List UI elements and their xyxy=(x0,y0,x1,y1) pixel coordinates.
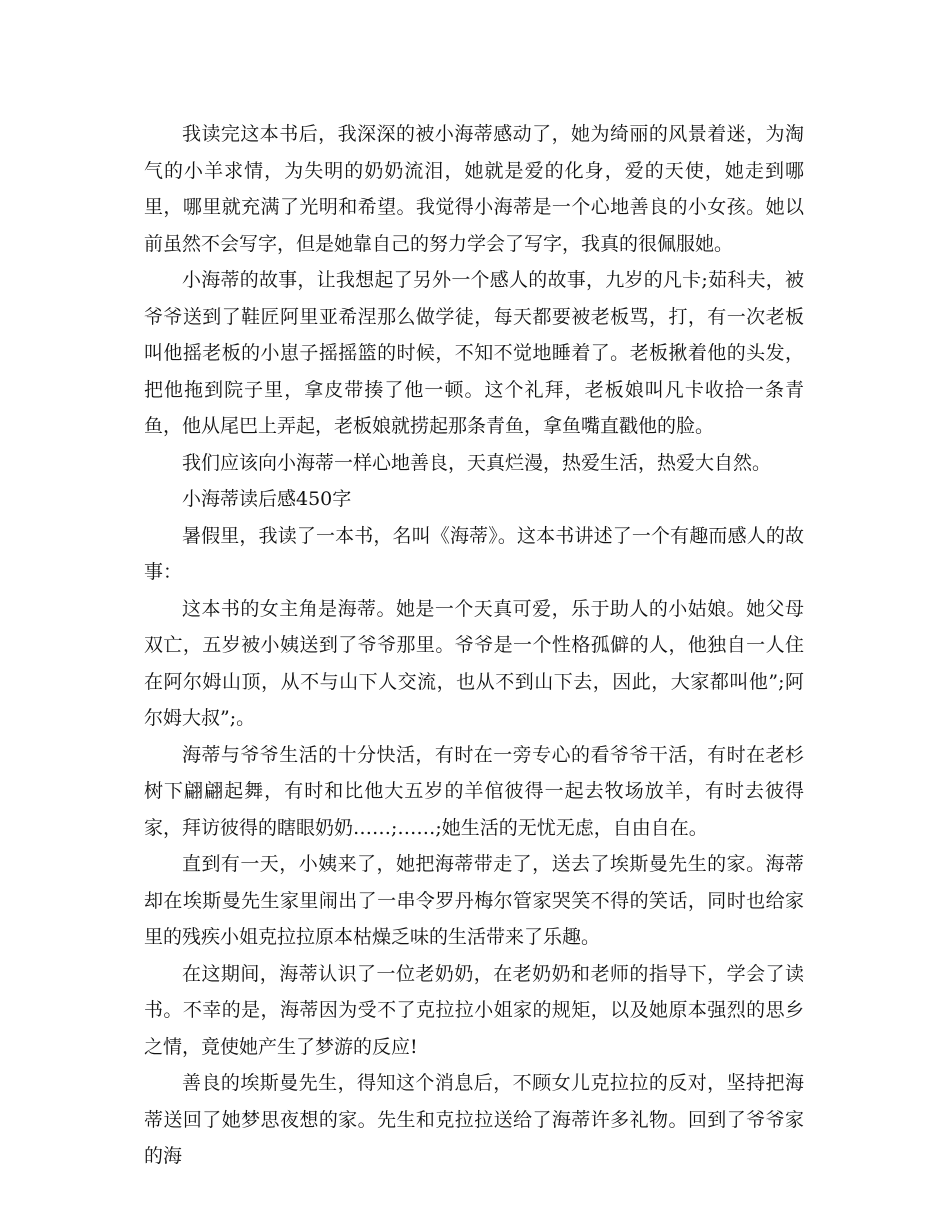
paragraph-3: 我们应该向小海蒂一样心地善良，天真烂漫，热爱生活，热爱大自然。 xyxy=(182,451,772,474)
paragraph-7: 直到有一天，小姨来了，她把海蒂带走了，送去了埃斯曼先生的家。海蒂却在埃斯曼先生家里闹出了一串令罗丹梅尔管家哭笑不得的笑话，同时也给家里的残疾小姐克拉拉原本枯燥乏味的生活带来了乐趣。 xyxy=(144,853,804,948)
paragraph-2: 小海蒂的故事，让我想起了另外一个感人的故事，九岁的凡卡;茹科夫，被爷爷送到了鞋匠阿里亚希涅那么做学徒，每天都要被老板骂，打，有一次老板叫他摇老板的小崽子摇摇篮的时候，不知不觉地睡着了。老板揪着他的头发，把他拖到院子里，拿皮带揍了他一顿。这个礼拜，老板娘叫凡卡收拾一条青鱼，他从尾巴上弄起，老板娘就捞起那条青鱼，拿鱼嘴直戳他的脸。 xyxy=(144,269,804,437)
paragraph-6: 海蒂与爷爷生活的十分快活，有时在一旁专心的看爷爷干活，有时在老杉树下翩翩起舞，有时和比他大五岁的羊倌彼得一起去牧场放羊，有时去彼得家，拜访彼得的瞎眼奶奶……;……;她生活的无忧无虑，自由自在。 xyxy=(144,743,804,839)
paragraph-8: 在这期间，海蒂认识了一位老奶奶，在老奶奶和老师的指导下，学会了读书。不幸的是，海蒂因为受不了克拉拉小姐家的规矩，以及她原本强烈的思乡之情，竟使她产生了梦游的反应! xyxy=(144,962,804,1058)
paragraph-4: 暑假里，我读了一本书，名叫《海蒂》。这本书讲述了一个有趣而感人的故事： xyxy=(144,524,804,583)
paragraph-5: 这本书的女主角是海蒂。她是一个天真可爱，乐于助人的小姑娘。她父母双亡，五岁被小姨送到了爷爷那里。爷爷是一个性格孤僻的人，他独自一人住在阿尔姆山顶，从不与山下人交流，也从不到山下去，因此，大家都叫他”;阿尔姆大叔”;。 xyxy=(144,597,804,729)
document-body xyxy=(144,116,804,1175)
section-heading: 小海蒂读后感450字 xyxy=(182,488,352,510)
paragraph-9: 善良的埃斯曼先生，得知这个消息后，不顾女儿克拉拉的反对，坚持把海蒂送回了她梦思夜想的家。先生和克拉拉送给了海蒂许多礼物。回到了爷爷家的海 xyxy=(144,1072,804,1167)
paragraph-1: 我读完这本书后，我深深的被小海蒂感动了，她为绮丽的风景着迷，为淘气的小羊求情，为失明的奶奶流泪，她就是爱的化身，爱的天使，她走到哪里，哪里就充满了光明和希望。我觉得小海蒂是一个心地善良的小女孩。她以前虽然不会写字，但是她靠自己的努力学会了写字，我真的很佩服她。 xyxy=(144,123,804,255)
